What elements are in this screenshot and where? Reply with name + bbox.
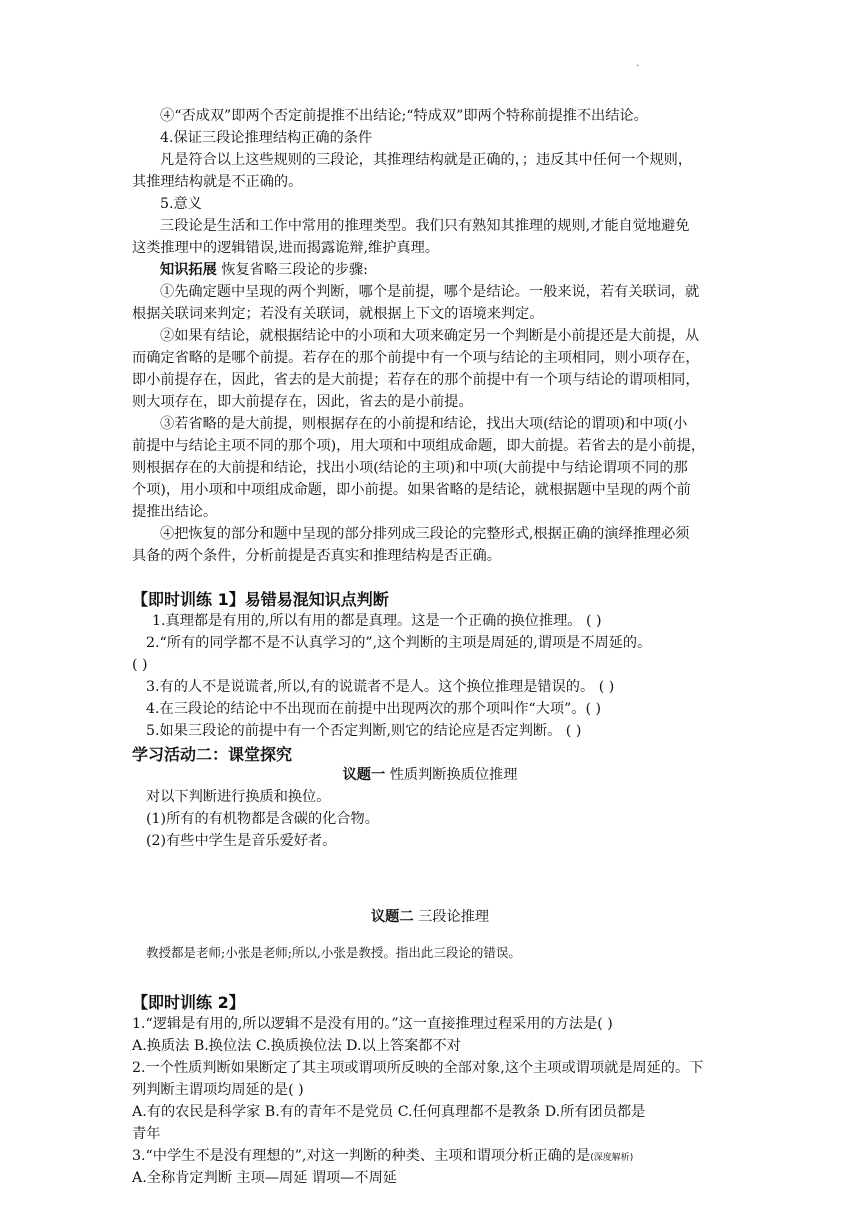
paragraph-line: 则大项存在，即大前提存在，因此，省去的是小前提。 [132, 394, 473, 410]
drill1-question-1: 1.真理都是有用的,所以有用的都是真理。这是一个正确的换位推理。 ( ) [152, 613, 602, 629]
paragraph-line: 三段论是生活和工作中常用的推理类型。我们只有熟知其推理的规则,才能自觉地避免 [160, 218, 690, 234]
topic1-item-2: (2)有些中学生是音乐爱好者。 [146, 833, 337, 849]
topic1-heading [0, 764, 860, 786]
page-mark: . [636, 58, 640, 69]
drill2-question-2-cont: 列判断主谓项均周延的是( ) [132, 1082, 304, 1098]
drill2-question-1-options: A.换质法 B.换位法 C.换质换位法 D.以上答案都不对 [132, 1038, 461, 1054]
topic1-item-1: (1)所有的有机物都是含碳的化合物。 [146, 811, 379, 827]
paragraph-line: 即小前提存在，因此，省去的是大前提；若存在的那个前提中有一个项与结论的谓项相同， [132, 372, 700, 388]
paragraph-line: 个项)，用小项和中项组成命题，即小前提。如果省略的是结论，就根据题中呈现的两个前 [132, 482, 691, 498]
paragraph-line: 前提中与结论主项不同的那个项)，用大项和中项组成命题，即大前提。若省去的是小前提， [132, 438, 706, 454]
drill2-question-2-options: A.有的农民是科学家 B.有的青年不是党员 C.任何真理都不是教条 D.所有团员都是 [132, 1104, 646, 1120]
topic2-text: 三段论推理 [418, 909, 490, 925]
topic1-text: 性质判断换质位推理 [389, 767, 518, 783]
topic2-text-body: 教授都是老师;小张是老师;所以,小张是教授。指出此三段论的错误。 [146, 945, 521, 960]
paragraph-line: ③若省略的是大前提，则根据存在的小前提和结论，找出大项(结论的谓项)和中项(小 [160, 416, 688, 432]
heading-conditions: 4.保证三段论推理结构正确的条件 [160, 130, 373, 146]
heading-meaning: 5.意义 [160, 196, 202, 212]
drill1-question-5: 5.如果三段论的前提中有一个否定判断,则它的结论应是否定判断。 ( ) [146, 723, 582, 739]
drill2-question-2-options-cont: 青年 [132, 1126, 161, 1142]
paragraph-line: ④把恢复的部分和题中呈现的部分排列成三段论的完整形式,根据正确的演绎推理必须 [160, 526, 690, 542]
topic2-label: 议题二 [370, 909, 414, 925]
drill2-question-3-option-a: A.全称肯定判断 主项—周延 谓项—不周延 [132, 1170, 397, 1186]
expansion-heading [160, 259, 368, 281]
rule-4-text: ④“否成双”即两个否定前提推不出结论;“特成双”即两个特称前提推不出结论。 [160, 108, 648, 124]
expansion-intro: 恢复省略三段论的步骤: [221, 262, 368, 278]
drill2-question-3-text: 3.“中学生不是没有理想的”,对这一判断的种类、主项和谓项分析正确的是 [132, 1148, 591, 1164]
drill1-question-4: 4.在三段论的结论中不出现而在前提中出现两次的那个项叫作“大项”。( ) [146, 701, 602, 717]
drill2-question-3 [132, 1145, 633, 1169]
deep-analysis-tag: (深度解析) [590, 1153, 634, 1163]
paragraph-line: 这类推理中的逻辑错误,进而揭露诡辩,维护真理。 [132, 240, 439, 256]
drill1-question-2-blank: ( ) [132, 657, 148, 673]
drill1-question-3: 3.有的人不是说谎者,所以,有的说谎者不是人。这个换位推理是错误的。 ( ) [146, 679, 615, 695]
drill2-question-2: 2.一个性质判断如果断定了其主项或谓项所反映的全部对象,这个主项或谓项就是周延的。下 [132, 1060, 704, 1076]
paragraph-line: 具备的两个条件，分析前提是否真实和推理结构是否正确。 [132, 548, 501, 564]
topic1-label: 议题一 [342, 767, 386, 783]
drill1-title: 【即时训练 1】易错易混知识点判断 [132, 590, 389, 609]
paragraph-line: ①先确定题中呈现的两个判断，哪个是前提，哪个是结论。一般来说，若有关联词，就 [160, 284, 700, 300]
paragraph-line: 提推出结论。 [132, 504, 218, 520]
topic2-heading [0, 906, 860, 928]
paragraph-line: 则根据存在的大前提和结论，找出小项(结论的主项)和中项(大前提中与结论谓项不同的那 [132, 460, 688, 476]
activity2-title: 学习活动二：课堂探究 [132, 745, 293, 764]
drill2-question-1: 1.“逻辑是有用的,所以逻辑不是没有用的。”这一直接推理过程采用的方法是( ) [132, 1016, 613, 1032]
paragraph-line: 凡是符合以上这些规则的三段论，其推理结构就是正确的，；违反其中任何一个规则， [160, 152, 693, 168]
paragraph-line: 其推理结构就是不正确的。 [132, 174, 303, 190]
expansion-label: 知识拓展 [160, 262, 217, 278]
drill1-question-2: 2.“所有的同学都不是不认真学习的”,这个判断的主项是周延的,谓项是不周延的。 [146, 635, 652, 651]
drill2-title: 【即时训练 2】 [132, 993, 245, 1012]
paragraph-line: ②如果有结论，就根据结论中的小项和大项来确定另一个判断是小前提还是大前提，从 [160, 328, 700, 344]
topic1-intro: 对以下判断进行换质和换位。 [146, 789, 331, 805]
paragraph-line: 根据关联词来判定；若没有关联词，就根据上下文的语境来判定。 [132, 306, 544, 322]
paragraph-line: 而确定省略的是哪个前提。若存在的那个前提中有一个项与结论的主项相同，则小项存在， [132, 350, 700, 366]
